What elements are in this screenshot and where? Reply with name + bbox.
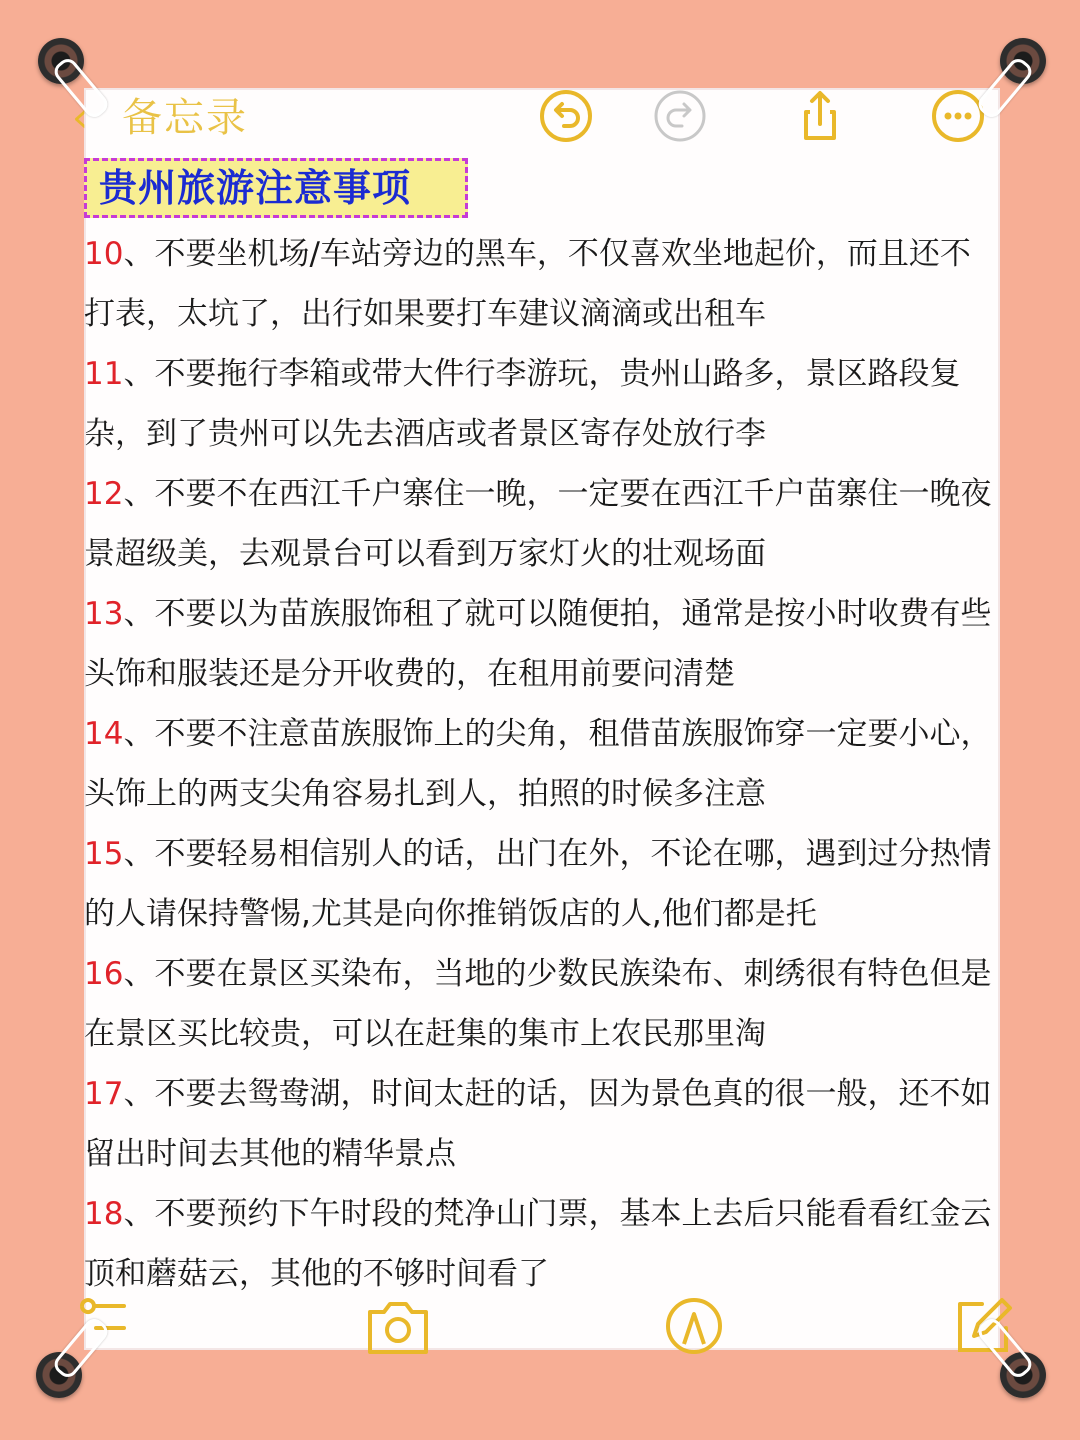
item-number: 12 xyxy=(84,476,124,512)
note-body[interactable] xyxy=(84,224,1000,1304)
item-text: 、不要以为苗族服饰租了就可以随便拍，通常是按小时收费有些头饰和服装还是分开收费的，在租用前要问清楚 xyxy=(84,596,992,692)
item-number: 13 xyxy=(84,596,124,632)
item-text: 、不要预约下午时段的梵净山门票，基本上去后只能看看红金云顶和蘑菇云，其他的不够时间看了 xyxy=(84,1196,992,1292)
item-text: 、不要不注意苗族服饰上的尖角，租借苗族服饰穿一定要小心，头饰上的两支尖角容易扎到人，拍照的时候多注意 xyxy=(84,716,992,812)
camera-icon[interactable] xyxy=(362,1292,434,1356)
item-number: 11 xyxy=(84,356,124,392)
list-item xyxy=(84,344,1000,464)
share-icon[interactable] xyxy=(792,88,848,144)
list-item xyxy=(84,704,1000,824)
item-text: 、不要在景区买染布，当地的少数民族染布、刺绣很有特色但是在景区买比较贵，可以在赶集的集市上农民那里淘 xyxy=(84,956,992,1052)
item-text: 、不要不在西江千户寨住一晚，一定要在西江千户苗寨住一晚夜景超级美，去观景台可以看到万家灯火的壮观场面 xyxy=(84,476,992,572)
chevron-left-icon[interactable]: ‹ xyxy=(72,95,88,141)
item-text: 、不要拖行李箱或带大件行李游玩，贵州山路多，景区路段复杂，到了贵州可以先去酒店或者景区寄存处放行李 xyxy=(84,356,961,452)
notes-bottom-toolbar xyxy=(84,1286,1000,1350)
undo-icon[interactable] xyxy=(538,88,594,144)
list-item xyxy=(84,1064,1000,1184)
item-number: 18 xyxy=(84,1196,124,1232)
list-item xyxy=(84,224,1000,344)
item-number: 10 xyxy=(84,236,124,272)
notes-toolbar xyxy=(72,88,1000,148)
app-title[interactable]: 备忘录 xyxy=(122,95,248,141)
item-text: 、不要坐机场/车站旁边的黑车，不仅喜欢坐地起价，而且还不打表，太坑了，出行如果要打车建议滴滴或出租车 xyxy=(84,236,971,332)
item-number: 17 xyxy=(84,1076,124,1112)
redo-icon[interactable] xyxy=(652,88,708,144)
markup-icon[interactable] xyxy=(658,1292,730,1356)
note-heading: 贵州旅游注意事项 xyxy=(84,158,468,218)
list-item xyxy=(84,464,1000,584)
item-text: 、不要去鸳鸯湖，时间太赶的话，因为景色真的很一般，还不如留出时间去其他的精华景点 xyxy=(84,1076,992,1172)
list-item xyxy=(84,824,1000,944)
item-number: 16 xyxy=(84,956,124,992)
item-number: 15 xyxy=(84,836,124,872)
item-text: 、不要轻易相信别人的话，出门在外，不论在哪，遇到过分热情的人请保持警惕,尤其是向你推销饭店的人,他们都是托 xyxy=(84,836,992,932)
list-item xyxy=(84,944,1000,1064)
more-icon[interactable] xyxy=(930,88,986,144)
item-number: 14 xyxy=(84,716,124,752)
list-item xyxy=(84,584,1000,704)
note-paper xyxy=(72,88,1000,1350)
